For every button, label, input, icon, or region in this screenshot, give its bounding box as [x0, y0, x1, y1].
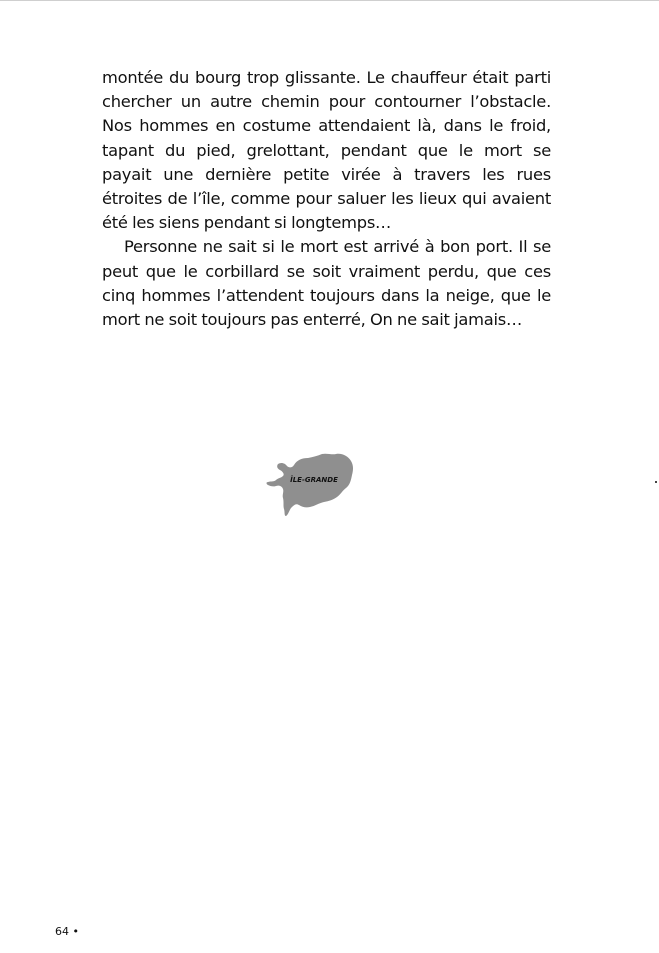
stray-mark — [655, 481, 657, 483]
island-map-ornament — [264, 450, 356, 518]
body-text — [102, 66, 551, 332]
page-number: 64 • — [55, 925, 79, 938]
paragraph-1: montée du bourg trop glissante. Le chauffeur était parti chercher un autre chemin pour contourner l’obstacle. Nos hommes en costume attendaient là, dans le froid, tapant du pied, grelottant, pendant que le mort se payait une dernière petite virée à travers les rues étroites de l’île, comme pour saluer les lieux qui avaient été les siens pendant si longtemps… — [102, 68, 551, 233]
top-border — [0, 0, 659, 1]
island-label: ÎLE-GRANDE — [290, 476, 338, 484]
island-shape-icon — [264, 450, 356, 518]
paragraph-2: Personne ne sait si le mort est arrivé à bon port. Il se peut que le corbillard se soit vraiment perdu, que ces cinq hommes l’attendent toujours dans la neige, que le mort ne soit toujours pas enterré, On ne sait jamais… — [102, 237, 551, 330]
